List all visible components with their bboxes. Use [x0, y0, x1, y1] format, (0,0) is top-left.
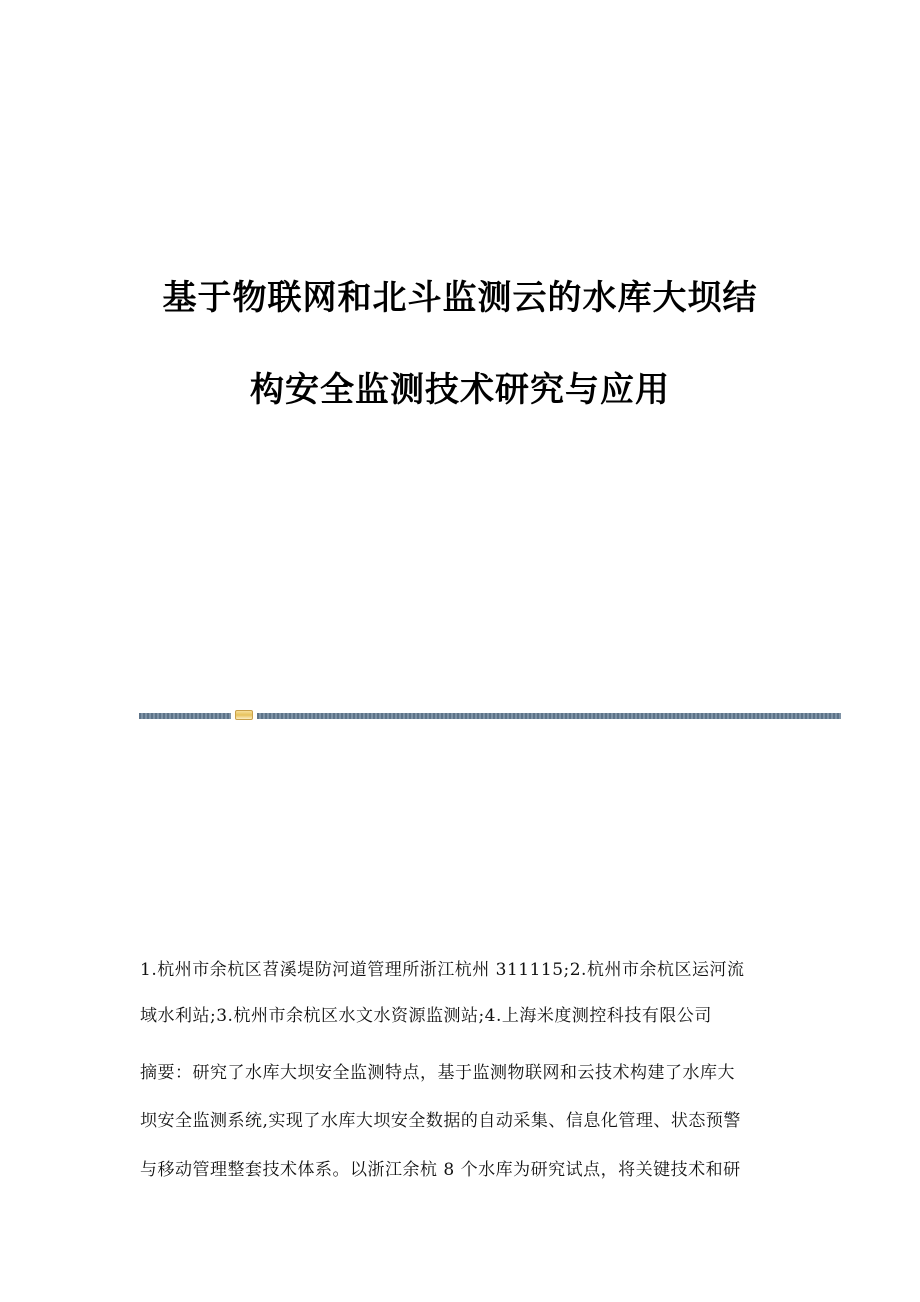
abstract-line-3: 与移动管理整套技术体系。以浙江余杭 8 个水库为研究试点，将关键技术和研 [140, 1160, 741, 1180]
divider-ornament-icon [235, 710, 253, 720]
document-title-line-2: 构安全监测技术研究与应用 [250, 370, 670, 410]
divider-bar-right [257, 713, 841, 719]
section-divider [139, 710, 841, 720]
abstract-line-1: 摘要：研究了水库大坝安全监测特点，基于监测物联网和云技术构建了水库大 [140, 1063, 735, 1083]
divider-bar-left [139, 713, 231, 719]
affiliation-line-2: 域水利站;3.杭州市余杭区水文水资源监测站;4.上海米度测控科技有限公司 [140, 1006, 712, 1026]
abstract-line-2: 坝安全监测系统,实现了水库大坝安全数据的自动采集、信息化管理、状态预警 [140, 1111, 741, 1131]
affiliation-line-1: 1.杭州市余杭区苕溪堤防河道管理所浙江杭州 311115;2.杭州市余杭区运河流 [140, 960, 745, 980]
document-title-line-1: 基于物联网和北斗监测云的水库大坝结 [162, 278, 758, 318]
